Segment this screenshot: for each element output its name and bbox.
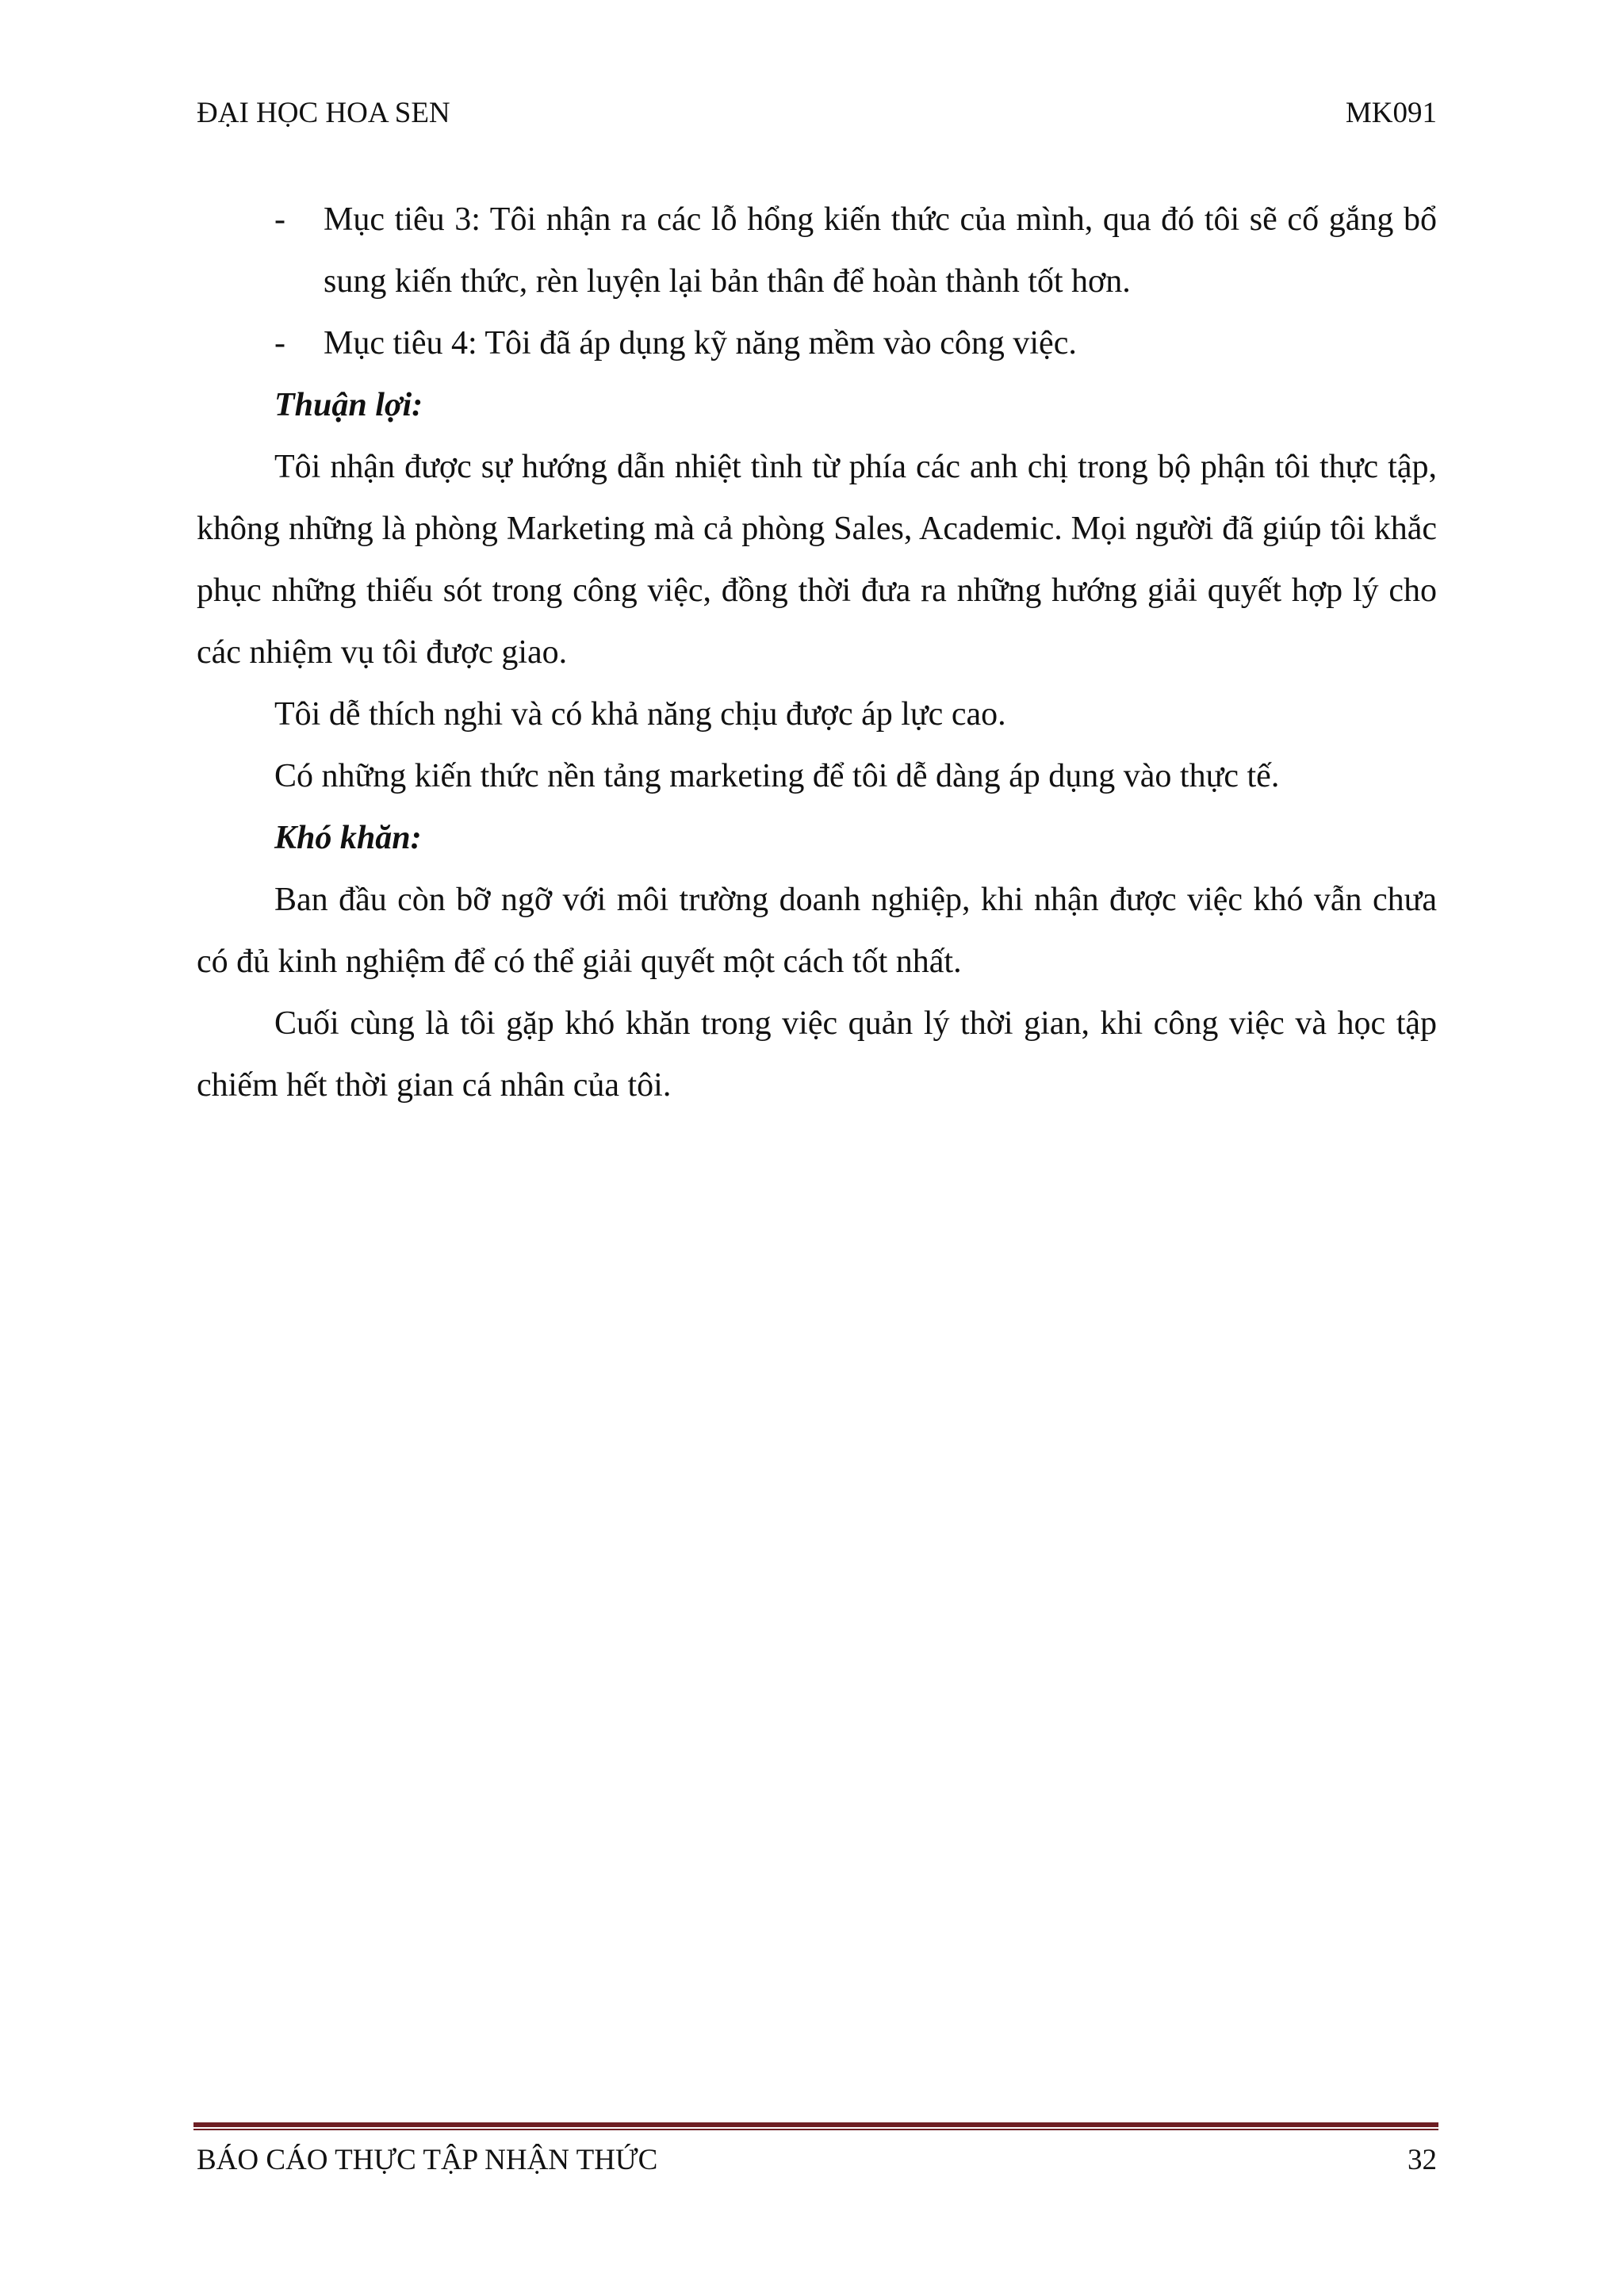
page-body — [197, 189, 1437, 1116]
paragraph: Ban đầu còn bỡ ngỡ với môi trường doanh nghiệp, khi nhận được việc khó vẫn chưa có đủ kinh nghiệm để có thể giải quyết một cách tốt nhất. — [197, 882, 1437, 980]
footer-divider — [193, 2122, 1438, 2130]
header-university: ĐẠI HỌC HOA SEN — [197, 97, 450, 129]
header-course-code: MK091 — [1345, 97, 1437, 129]
paragraph: Tôi dễ thích nghi và có khả năng chịu được áp lực cao. — [274, 696, 1006, 733]
bullet-dash: - — [274, 325, 285, 362]
paragraph: Tôi nhận được sự hướng dẫn nhiệt tình từ phía các anh chị trong bộ phận tôi thực tập, không những là phòng Marketing mà cả phòng Sales, Academic. Mọi người đã giúp tôi khắc phục những thiếu sót trong công việc, đồng thời đưa ra những hướng giải quyết hợp lý cho các nhiệm vụ tôi được giao. — [197, 449, 1437, 671]
page-header — [197, 94, 1437, 133]
bullet-text: Mục tiêu 4: Tôi đã áp dụng kỹ năng mềm vào công việc. — [324, 325, 1077, 362]
footer-report-title: BÁO CÁO THỰC TẬP NHẬN THỨC — [197, 2144, 658, 2176]
bullet-text: Mục tiêu 3: Tôi nhận ra các lỗ hổng kiến thức của mình, qua đó tôi sẽ cố gắng bổ sung kiến thức, rèn luyện lại bản thân để hoàn thành tốt hơn. — [324, 201, 1437, 300]
footer-divider-thick-line — [193, 2122, 1438, 2127]
bullet-dash: - — [274, 201, 285, 238]
page-footer — [197, 2141, 1437, 2180]
paragraph: Cuối cùng là tôi gặp khó khăn trong việc quản lý thời gian, khi công việc và học tập chiếm hết thời gian cá nhân của tôi. — [197, 1005, 1437, 1104]
bullet-item — [197, 189, 1437, 312]
paragraph: Có những kiến thức nền tảng marketing để tôi dễ dàng áp dụng vào thực tế. — [274, 758, 1280, 794]
bullet-item — [197, 312, 1437, 374]
footer-divider-thin-line — [193, 2129, 1438, 2130]
section-heading-difficulties: Khó khăn: — [274, 820, 422, 856]
section-heading-advantages: Thuận lợi: — [274, 387, 423, 423]
footer-page-number: 32 — [1408, 2144, 1437, 2176]
